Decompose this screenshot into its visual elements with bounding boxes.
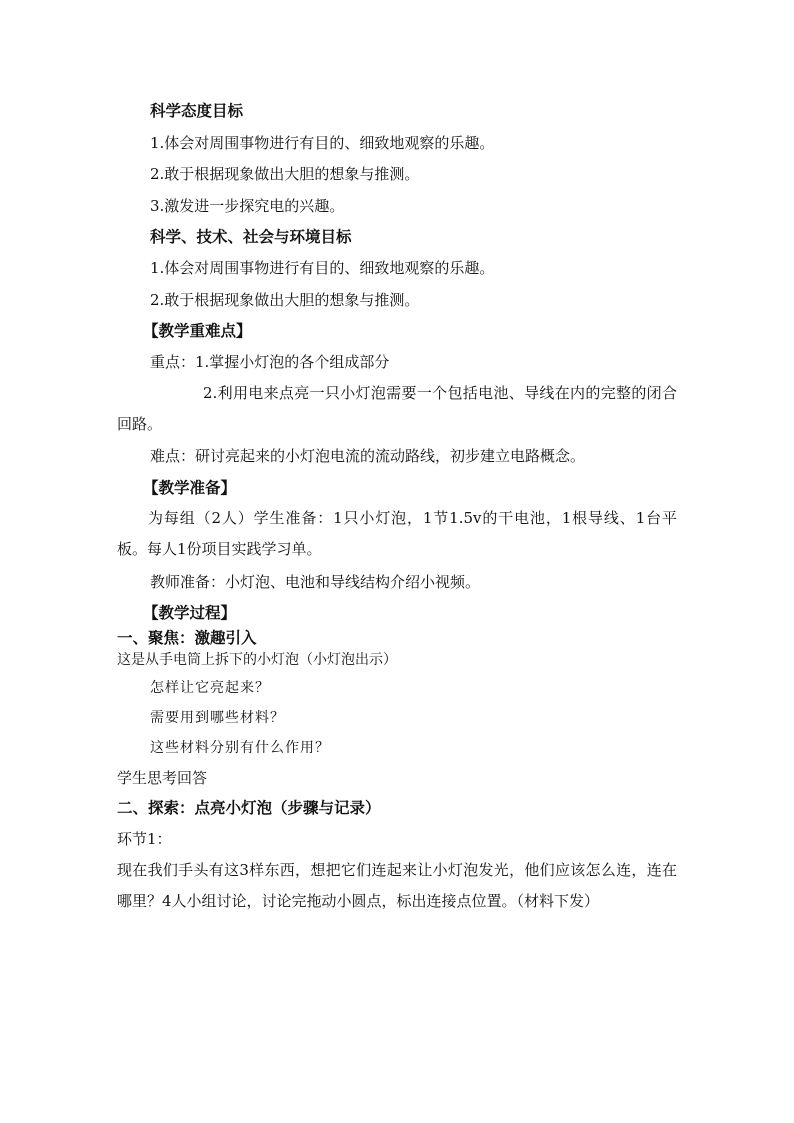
student-answer: 学生思考回答: [117, 769, 208, 787]
attitude-item-1: 1.体会对周围事物进行有目的、细致地观察的乐趣。: [150, 134, 495, 152]
attitude-goal-title: 科学态度目标: [150, 101, 244, 120]
teacher-preparation: 教师准备：小灯泡、电池和导线结构介绍小视频。: [150, 573, 481, 591]
sts-item-2: 2.敢于根据现象做出大胆的想象与推测。: [150, 291, 420, 309]
question-2: 需要用到哪些材料？: [150, 710, 285, 726]
question-3: 这些材料分别有什么作用？: [150, 740, 330, 756]
focus-point-1: 重点：1.掌握小灯泡的各个组成部分: [150, 353, 390, 371]
process-heading: 【教学过程】: [143, 603, 237, 622]
focus-point-2: 2.利用电来点亮一只小灯泡需要一个包括电池、导线在内的完整的闭合回路。: [117, 384, 677, 433]
step-description: 现在我们手头有这3样东西，想把它们连起来让小灯泡发光，他们应该怎么连，连在哪里？4人小组讨论，讨论完拖动小圆点，标出连接点位置。（材料下发）: [117, 861, 677, 910]
attitude-item-2: 2.敢于根据现象做出大胆的想象与推测。: [150, 165, 420, 183]
key-points-heading: 【教学重难点】: [143, 321, 252, 340]
attitude-item-3: 3.激发进一步探究电的兴趣。: [150, 197, 345, 215]
student-preparation: 为每组（2人）学生准备：1只小灯泡，1节1.5v的干电池，1根导线、1台平板。每人1份项目实践学习单。: [117, 509, 677, 558]
question-1: 怎样让它亮起来？: [150, 680, 270, 696]
sts-item-1: 1.体会对周围事物进行有目的、细致地观察的乐趣。: [150, 259, 495, 277]
part1-intro: 这是从手电筒上拆下的小灯泡（小灯泡出示）: [117, 652, 397, 668]
preparation-heading: 【教学准备】: [143, 478, 237, 497]
sts-goal-title: 科学、技术、社会与环境目标: [150, 227, 352, 246]
difficulty-point: 难点：研讨亮起来的小灯泡电流的流动路线，初步建立电路概念。: [150, 447, 586, 465]
part2-title: 二、探索：点亮小灯泡（步骤与记录）: [117, 798, 381, 817]
part1-title: 一、聚焦：激趣引入: [117, 628, 257, 647]
step-label: 环节1：: [117, 830, 172, 848]
